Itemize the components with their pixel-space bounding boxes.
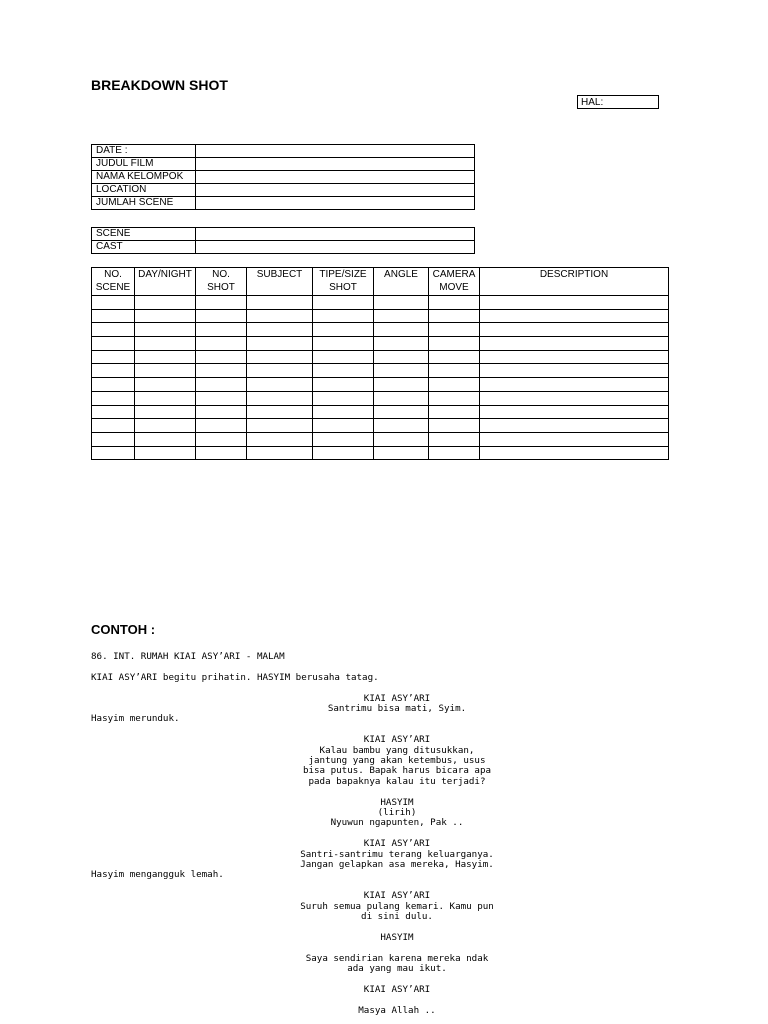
table-cell[interactable]: [247, 323, 313, 337]
table-cell[interactable]: [247, 391, 313, 405]
table-cell[interactable]: [92, 350, 135, 364]
column-header: TIPE/SIZE SHOT: [313, 268, 374, 296]
table-cell[interactable]: [313, 350, 374, 364]
column-header: NO. SCENE: [92, 268, 135, 296]
column-header: NO. SHOT: [196, 268, 247, 296]
table-cell[interactable]: [374, 405, 429, 419]
character-name: KIAI ASY’ARI: [363, 983, 431, 995]
character-name: HASYIM: [380, 796, 414, 808]
table-cell[interactable]: [196, 446, 247, 460]
table-cell[interactable]: [374, 309, 429, 323]
scene-info-row: [92, 241, 475, 254]
column-header: DESCRIPTION: [480, 268, 669, 296]
table-cell[interactable]: [135, 391, 196, 405]
table-cell[interactable]: [196, 350, 247, 364]
table-cell[interactable]: [429, 391, 480, 405]
table-cell[interactable]: [480, 432, 669, 446]
table-row: [92, 378, 669, 392]
table-cell[interactable]: [480, 378, 669, 392]
table-cell[interactable]: [196, 296, 247, 310]
table-cell[interactable]: [196, 432, 247, 446]
parenthetical: (lirih): [377, 807, 417, 819]
table-cell[interactable]: [135, 323, 196, 337]
table-cell[interactable]: [429, 337, 480, 351]
table-cell[interactable]: [429, 378, 480, 392]
table-cell[interactable]: [313, 432, 374, 446]
table-cell[interactable]: [313, 391, 374, 405]
table-cell[interactable]: [247, 432, 313, 446]
table-cell[interactable]: [374, 446, 429, 460]
table-cell[interactable]: [196, 309, 247, 323]
table-row: [92, 391, 669, 405]
film-info-label: DATE :: [92, 145, 196, 158]
table-cell[interactable]: [247, 378, 313, 392]
table-cell[interactable]: [135, 350, 196, 364]
column-header: DAY/NIGHT: [135, 268, 196, 296]
table-cell[interactable]: [92, 323, 135, 337]
table-cell[interactable]: [429, 446, 480, 460]
table-cell[interactable]: [135, 446, 196, 460]
table-row: [92, 405, 669, 419]
film-info-row: [92, 145, 475, 158]
table-cell[interactable]: [196, 337, 247, 351]
table-row: [92, 296, 669, 310]
scene-info-value-field[interactable]: [196, 228, 475, 241]
dialogue: Suruh semua pulang kemari. Kamu pun di sini dulu.: [300, 900, 494, 923]
table-cell[interactable]: [92, 378, 135, 392]
table-cell[interactable]: [135, 309, 196, 323]
table-row: [92, 446, 669, 460]
page-number-field[interactable]: HAL:: [577, 95, 659, 109]
table-row: [92, 364, 669, 378]
film-info-value-field[interactable]: [196, 171, 475, 184]
table-cell[interactable]: [429, 296, 480, 310]
table-cell[interactable]: [313, 309, 374, 323]
scene-info-value-field[interactable]: [196, 241, 475, 254]
action-line: KIAI ASY’ARI begitu prihatin. HASYIM berusaha tatag.: [91, 671, 379, 683]
film-info-label: LOCATION: [92, 184, 196, 197]
table-cell[interactable]: [313, 364, 374, 378]
table-cell[interactable]: [196, 378, 247, 392]
table-cell[interactable]: [480, 337, 669, 351]
table-cell[interactable]: [92, 296, 135, 310]
table-cell[interactable]: [196, 391, 247, 405]
character-name: KIAI ASY’ARI: [363, 692, 431, 704]
table-cell[interactable]: [247, 364, 313, 378]
shot-breakdown-table: [91, 267, 669, 460]
table-cell[interactable]: [196, 419, 247, 433]
character-name: HASYIM: [380, 931, 414, 943]
table-cell[interactable]: [374, 296, 429, 310]
table-cell[interactable]: [135, 337, 196, 351]
film-info-label: JUMLAH SCENE: [92, 197, 196, 210]
dialogue: Nyuwun ngapunten, Pak ..: [330, 817, 464, 829]
table-cell[interactable]: [480, 296, 669, 310]
table-row: [92, 432, 669, 446]
table-cell[interactable]: [247, 337, 313, 351]
character-name: KIAI ASY’ARI: [363, 734, 431, 746]
column-header: ANGLE: [374, 268, 429, 296]
table-cell[interactable]: [480, 391, 669, 405]
table-row: [92, 419, 669, 433]
dialogue: Masya Allah ..: [358, 1004, 436, 1016]
table-cell[interactable]: [480, 405, 669, 419]
table-cell[interactable]: [313, 378, 374, 392]
film-info-table: [91, 144, 475, 210]
table-cell[interactable]: [480, 309, 669, 323]
table-cell[interactable]: [429, 364, 480, 378]
table-cell[interactable]: [429, 432, 480, 446]
film-info-value-field[interactable]: [196, 184, 475, 197]
film-info-row: [92, 171, 475, 184]
table-cell[interactable]: [480, 323, 669, 337]
scene-info-row: [92, 228, 475, 241]
table-row: [92, 323, 669, 337]
table-cell[interactable]: [374, 323, 429, 337]
table-cell[interactable]: [247, 296, 313, 310]
table-cell[interactable]: [313, 296, 374, 310]
table-cell[interactable]: [313, 419, 374, 433]
film-info-value-field[interactable]: [196, 158, 475, 171]
table-cell[interactable]: [480, 446, 669, 460]
table-cell[interactable]: [92, 309, 135, 323]
dialogue: Saya sendirian karena mereka ndak ada yang mau ikut.: [305, 952, 489, 975]
table-cell[interactable]: [429, 323, 480, 337]
table-cell[interactable]: [374, 432, 429, 446]
dialogue: Kalau bambu yang ditusukkan, jantung yang akan ketembus, usus bisa putus. Bapak harus bicara apa pada bapaknya kalau itu terjadi?: [302, 744, 492, 787]
table-cell[interactable]: [247, 350, 313, 364]
table-cell[interactable]: [135, 419, 196, 433]
table-cell[interactable]: [92, 391, 135, 405]
table-cell[interactable]: [196, 405, 247, 419]
action-line: Hasyim merunduk.: [91, 713, 180, 725]
table-cell[interactable]: [247, 419, 313, 433]
table-cell[interactable]: [429, 350, 480, 364]
table-cell[interactable]: [480, 350, 669, 364]
table-cell[interactable]: [92, 337, 135, 351]
film-info-row: [92, 184, 475, 197]
table-cell[interactable]: [92, 446, 135, 460]
table-cell[interactable]: [92, 419, 135, 433]
table-cell[interactable]: [480, 364, 669, 378]
table-cell[interactable]: [196, 364, 247, 378]
table-cell[interactable]: [313, 446, 374, 460]
table-cell[interactable]: [429, 405, 480, 419]
scene-info-label: SCENE: [92, 228, 196, 241]
action-line: Hasyim mengangguk lemah.: [91, 869, 224, 881]
table-cell[interactable]: [480, 419, 669, 433]
film-info-value-field[interactable]: [196, 145, 475, 158]
table-row: [92, 309, 669, 323]
table-cell[interactable]: [374, 391, 429, 405]
character-name: KIAI ASY’ARI: [363, 890, 431, 902]
screenplay-example: [91, 652, 691, 1016]
table-cell[interactable]: [92, 364, 135, 378]
example-heading: CONTOH :: [91, 622, 156, 637]
table-cell[interactable]: [247, 405, 313, 419]
page-title: BREAKDOWN SHOT: [91, 77, 228, 93]
scene-info-label: CAST: [92, 241, 196, 254]
film-info-row: [92, 158, 475, 171]
table-cell[interactable]: [429, 309, 480, 323]
table-cell[interactable]: [135, 405, 196, 419]
table-row: [92, 337, 669, 351]
table-cell[interactable]: [135, 378, 196, 392]
table-cell[interactable]: [429, 419, 480, 433]
film-info-value-field[interactable]: [196, 197, 475, 210]
table-cell[interactable]: [374, 364, 429, 378]
table-row: [92, 350, 669, 364]
table-cell[interactable]: [196, 323, 247, 337]
column-header: SUBJECT: [247, 268, 313, 296]
table-cell[interactable]: [374, 337, 429, 351]
column-header: CAMERA MOVE: [429, 268, 480, 296]
table-cell[interactable]: [247, 446, 313, 460]
table-cell[interactable]: [313, 337, 374, 351]
table-cell[interactable]: [135, 364, 196, 378]
scene-info-table: [91, 227, 475, 254]
table-cell[interactable]: [135, 296, 196, 310]
film-info-row: [92, 197, 475, 210]
table-cell[interactable]: [92, 405, 135, 419]
table-cell[interactable]: [374, 350, 429, 364]
film-info-label: JUDUL FILM: [92, 158, 196, 171]
dialogue: Santrimu bisa mati, Syim.: [327, 703, 467, 714]
table-cell[interactable]: [247, 309, 313, 323]
scene-heading: 86. INT. RUMAH KIAI ASY’ARI - MALAM: [91, 651, 285, 662]
dialogue: Santri-santrimu terang keluarganya. Jangan gelapkan asa mereka, Hasyim.: [300, 848, 494, 871]
film-info-label: NAMA KELOMPOK: [92, 171, 196, 184]
table-cell[interactable]: [135, 432, 196, 446]
character-name: KIAI ASY’ARI: [363, 838, 431, 850]
table-cell[interactable]: [92, 432, 135, 446]
table-cell[interactable]: [374, 378, 429, 392]
table-cell[interactable]: [313, 405, 374, 419]
table-cell[interactable]: [374, 419, 429, 433]
table-cell[interactable]: [313, 323, 374, 337]
